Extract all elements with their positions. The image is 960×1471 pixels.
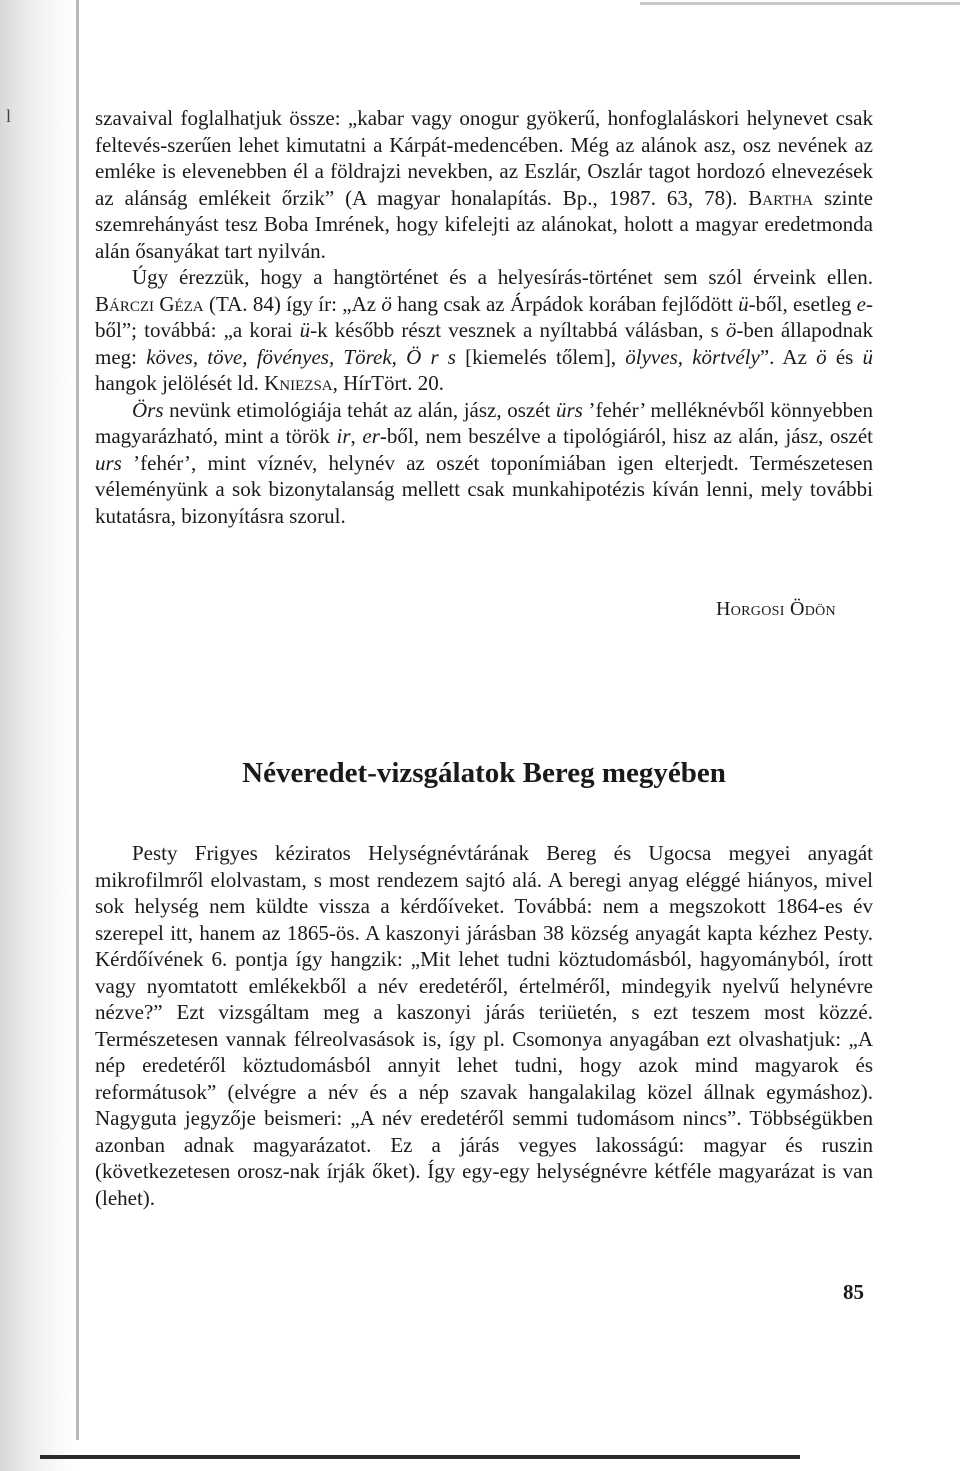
text-run: szavaival foglalhatjuk össze: „kabar vagy onogur gyökerű, honfoglaláskori helynevet csak feltevés-szerűen lehet kimutatni a Kárpát-medencében. Még az alánok asz, osz nevének az emléke is elevenebben él a földrajzi nevekben, az Eszlár, Oszlár tagot hordozó elnevezések az alánság emlékeit őrzik” (A magyar honalapítás. Bp., 1987. 63, 78). [95, 106, 873, 210]
italic-term: ölyves, körtvély [625, 344, 760, 369]
text-run: szinte szemrehányást tesz Boba Imrének, hogy kifelejti az alánokat, holott a magyar eredetmonda alán ősanyákat tart nyilván. [95, 185, 873, 263]
paragraph-2 [95, 264, 873, 397]
italic-term: ü [299, 318, 311, 342]
italic-term: ü [738, 291, 749, 316]
text-run: , HírTört. 20. [332, 371, 445, 395]
text-run: -k később részt vesznek a nyíltabbá válásban, s [310, 318, 726, 342]
text-run: -ből”; továbbá: „a korai [95, 291, 873, 342]
italic-term: ir [336, 424, 351, 448]
author-name: Bartha [748, 185, 814, 210]
text-run: hangok jelölését ld. [95, 371, 265, 395]
text-run: nevünk etimológiája tehát az alán, jász, oszét [163, 397, 556, 422]
top-edge-rule [640, 2, 960, 5]
scan-binding-line [76, 0, 79, 1440]
author-signature: Horgosi Ödön [716, 598, 836, 620]
italic-term: ö [381, 291, 392, 316]
italic-term: köves, töve, fövényes, Törek, Ö r s [146, 344, 456, 369]
italic-term: ü [862, 344, 874, 369]
text-run: Úgy érezzük, hogy a hangtörténet és a helyesírás-történet sem szól érveink ellen. [132, 265, 873, 289]
margin-mark: l [6, 106, 12, 126]
italic-term: Örs [132, 397, 164, 422]
paragraph-4 [95, 840, 873, 1211]
paragraph-3 [95, 397, 873, 530]
article-body [95, 840, 873, 1211]
italic-term: ö [816, 344, 827, 369]
italic-term: urs [95, 450, 122, 475]
text-run: és [826, 344, 863, 369]
text-run: hang csak az Árpádok korában fejlődött [391, 291, 739, 316]
text-run: [kiemelés tőlem], [455, 344, 626, 369]
text-run: -ben állapodnak meg: [95, 318, 873, 369]
italic-term: er [362, 424, 380, 448]
text-run: -ből, nem beszélve a tipológiáról, hisz az alán, jász, oszét [379, 424, 874, 448]
page-number: 85 [843, 1280, 864, 1304]
article-continuation [95, 105, 873, 529]
author-name: Bárczi Géza [95, 291, 204, 316]
text-run: ”. Az [759, 344, 817, 369]
bottom-edge-rule [40, 1455, 800, 1459]
text-run: ’fehér’ melléknévből könnyebben magyarázható, mint a török [95, 397, 873, 448]
author-name: Kniezsa [264, 371, 333, 395]
italic-term: ö [725, 318, 737, 342]
text-run: , [350, 424, 363, 448]
text-run: (TA. 84) így ír: „Az [203, 291, 382, 316]
text-run: ’fehér’, mint víznév, helynév az oszét toponímiában igen elterjedt. Természetesen véleményünk a sok bizonytalanság mellett csak munkahipotézis kíván lenni, mely további kutatásra, bizonyításra szorul. [95, 450, 873, 528]
italic-term: ürs [556, 397, 583, 422]
paragraph-1 [95, 105, 873, 264]
text-run: Pesty Frigyes kéziratos Helységnévtárának Bereg és Ugocsa megyei anyagát mikrofilmről elolvastam, s most rendezem sajtó alá. A beregi anyag eléggé hiányos, mivel sok helység nem küldte vissza a kérdőíveket. Továbbá: nem a megszokott 1864-es év szerepel itt, hanem az 1865-ös. A kaszonyi járásban 38 község anyagát kapta kézhez Pesty. Kérdőívének 6. pontja így hangzik: „Mit lehet tudni köztudomásból, hagyományból, írott vagy nyomtatott emlékekből a név eredetéről, értelméről, mindegyik nyelvű helynévre nézve?” Ezt vizsgáltam meg a kaszonyi járás teriüetén, s ezt teszem most közzé. Természetesen vannak félreolvasások is, így pl. Csomonya anyagában ezt olvashatjuk: „A nép eredetéről köztudomásból annyit lehet tudni, hogy azok mind magyarok és reformátusok” (elvégre a név és a nép szavak hangalakilag közel állnak egymáshoz). Nagyguta jegyzője beismeri: „A név eredetéről semmi tudomásom nincs”. Többségükben azonban adnak magyarázatot. Ez a járás vegyes lakosságú: magyar és ruszin (következetesen orosz-nak írják őket). Így egy-egy helységnévre kétféle magyarázat is van (lehet). [95, 841, 873, 1210]
text-run: -ből, esetleg [748, 291, 857, 316]
italic-term: e [856, 291, 866, 316]
article-title: Néveredet-vizsgálatok Bereg megyében [242, 757, 726, 789]
scan-binding-shadow [0, 0, 78, 1471]
